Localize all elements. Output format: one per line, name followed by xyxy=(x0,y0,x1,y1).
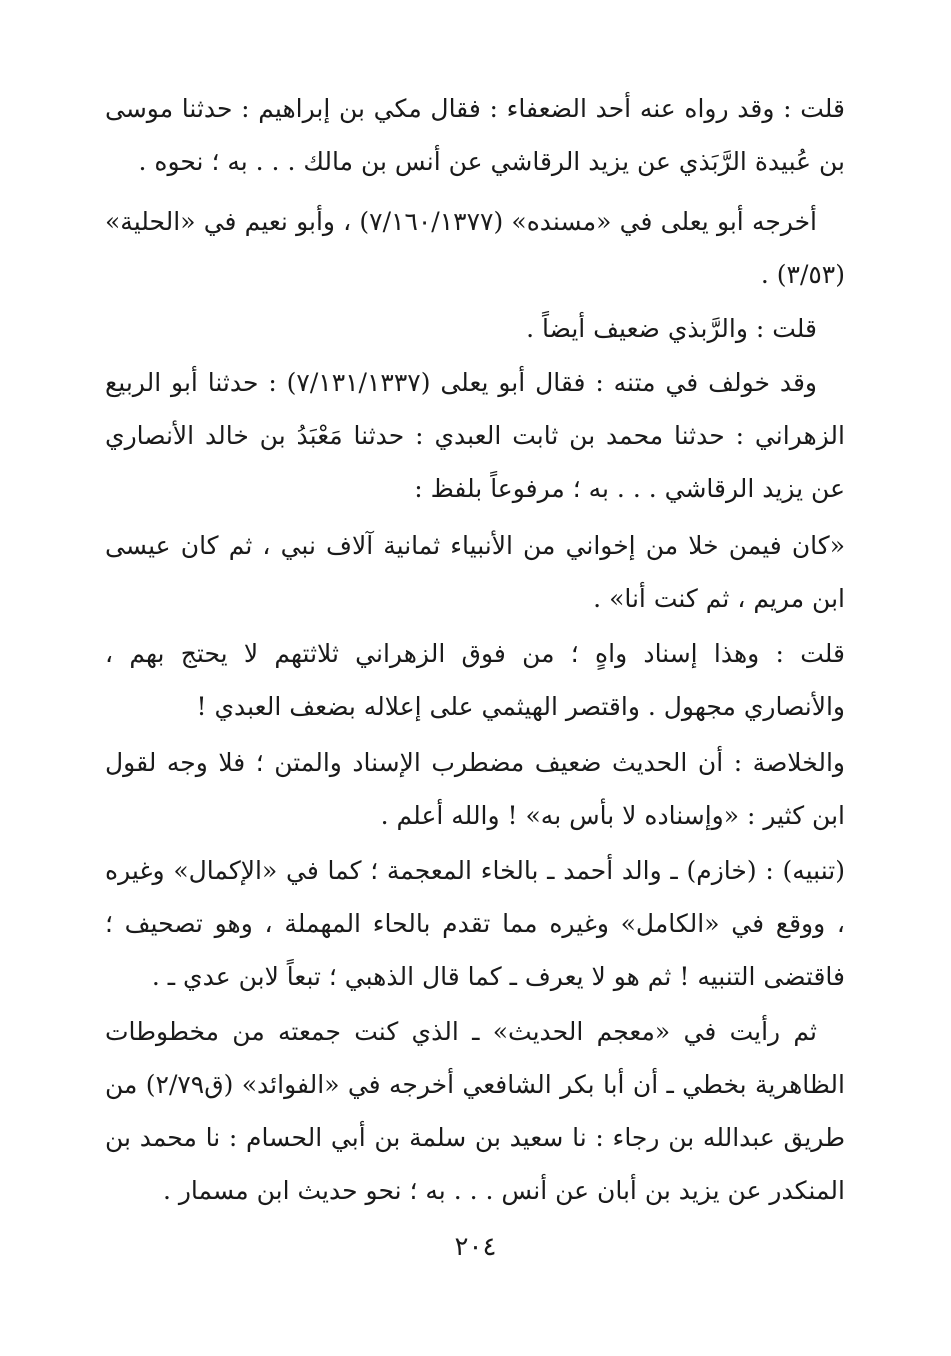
paragraph-8: (تنبيه) : (خازم) ـ والد أحمد ـ بالخاء المعجمة ؛ كما في «الإكمال» وغيره ، ووقع في «الكامل» وغيره مما تقدم بالحاء المهملة ، وهو تصحيف ؛ فاقتضى التنبيه ! ثم هو لا يعرف ـ كما قال الذهبي ؛ تبعاً لابن عدي ـ . xyxy=(105,856,845,991)
paragraph-4: وقد خولف في متنه : فقال أبو يعلى (٧/١٣١/١٣٣٧) : حدثنا أبو الربيع الزهراني : حدثنا محمد بن ثابت العبدي : حدثنا مَعْبَدُ بن خالد الأنصاري عن يزيد الرقاشي . . . به ؛ مرفوعاً بلفظ : xyxy=(105,368,845,503)
paragraph-9: ثم رأيت في «معجم الحديث» ـ الذي كنت جمعته من مخطوطات الظاهرية بخطي ـ أن أبا بكر الشافعي أخرجه في «الفوائد» (ق٢/٧٩) من طريق عبدالله بن رجاء : نا سعيد بن سلمة بن أبي الحسام : نا محمد بن المنكدر عن يزيد بن أبان عن أنس . . . به ؛ نحو حديث ابن مسمار . xyxy=(105,1017,845,1205)
paragraph-3: قلت : والرَّبذي ضعيف أيضاً . xyxy=(526,314,817,343)
paragraph-7: والخلاصة : أن الحديث ضعيف مضطرب الإسناد والمتن ؛ فلا وجه لقول ابن كثير : «وإسناده لا بأس به» ! والله أعلم . xyxy=(105,748,845,830)
paragraph-6: قلت : وهذا إسناد واهٍ ؛ من فوق الزهراني ثلاثتهم لا يحتج بهم ، والأنصاري مجهول . واقتصر الهيثمي على إعلاله بضعف العبدي ! xyxy=(105,639,845,721)
paragraph-1: قلت : وقد رواه عنه أحد الضعفاء : فقال مكي بن إبراهيم : حدثنا موسى بن عُبيدة الرَّبَذي عن يزيد الرقاشي عن أنس بن مالك . . . به ؛ نحوه . xyxy=(105,94,845,176)
paragraph-2: أخرجه أبو يعلى في «مسنده» (٧/١٦٠/١٣٧٧) ، وأبو نعيم في «الحلية» (٣/٥٣) . xyxy=(105,207,845,289)
paragraph-5: «كان فيمن خلا من إخواني من الأنبياء ثمانية آلاف نبي ، ثم كان عيسى ابن مريم ، ثم كنت أنا» . xyxy=(105,531,845,613)
page-number: ٢٠٤ xyxy=(454,1232,497,1262)
